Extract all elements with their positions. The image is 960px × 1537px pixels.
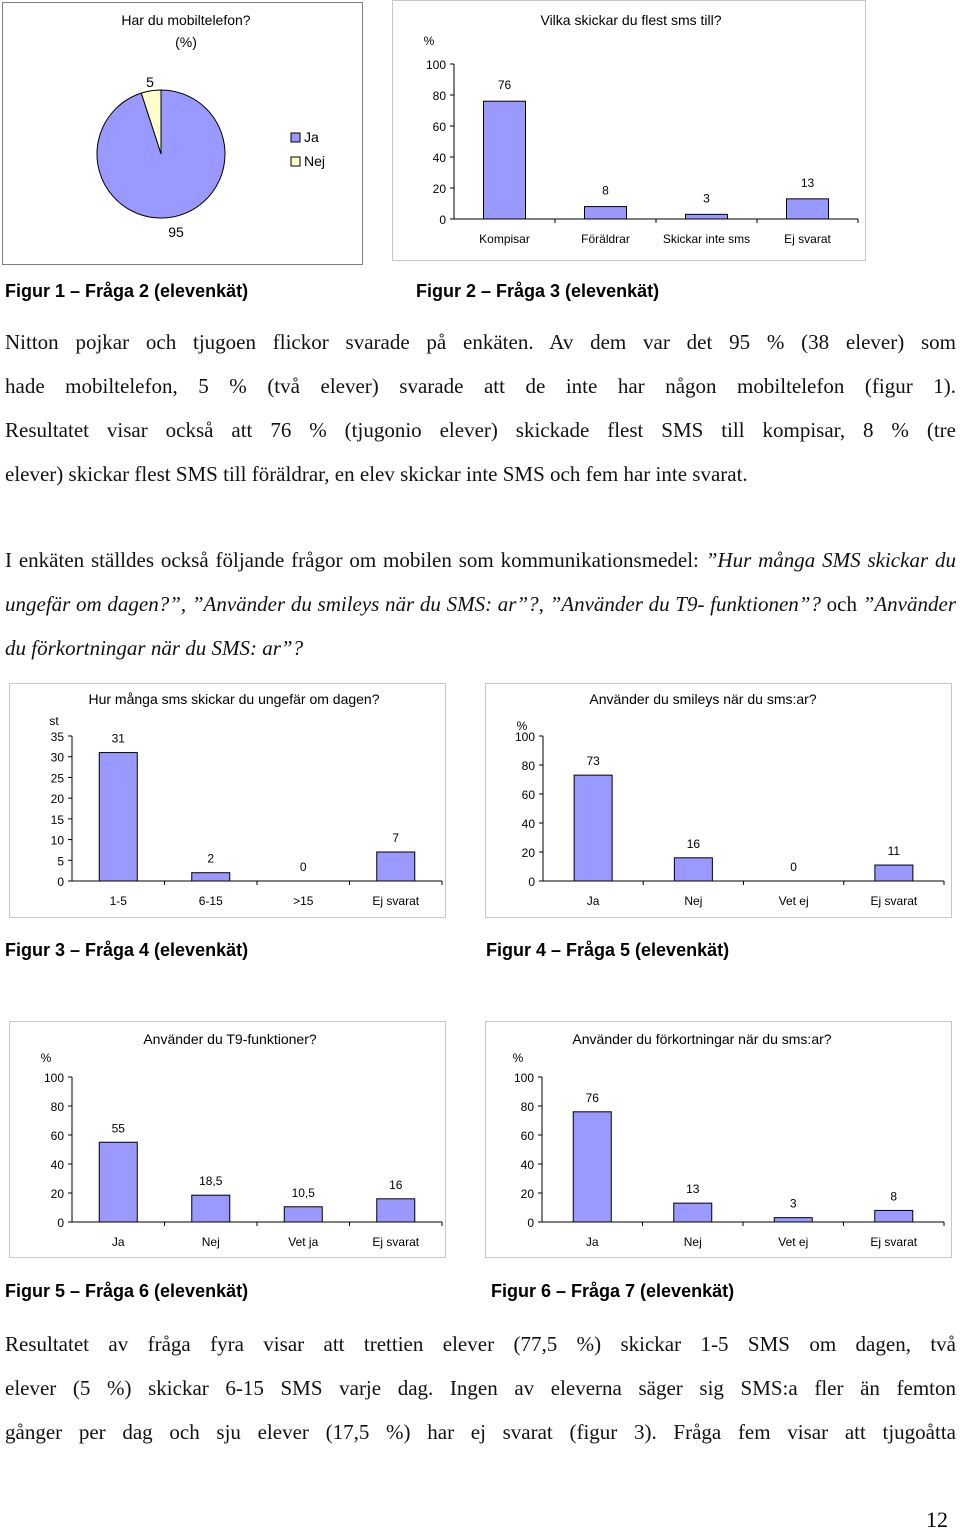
- data-label: 3: [789, 1196, 797, 1211]
- figure-1-pie-chart: [2, 2, 363, 265]
- y-tick-label: 20: [521, 846, 535, 860]
- slice-label: 5: [146, 74, 154, 90]
- data-label: 11: [887, 844, 901, 859]
- paragraph-1-line: hade mobiltelefon, 5 % (två elever) svarade att de inte har någon mobiltelefon (figur 1).: [5, 374, 956, 398]
- figure-4-caption: Figur 4 – Fråga 5 (elevenkät): [486, 940, 730, 960]
- bar: [875, 1210, 913, 1222]
- bar: [686, 214, 728, 219]
- data-label: 8: [890, 1189, 898, 1204]
- bar: [787, 199, 829, 219]
- paragraph-1-line: Resultatet visar också att 76 % (tjugonio elever) skickade flest SMS till kompisar, 8 % (tre: [5, 418, 956, 442]
- y-tick-label: 20: [50, 1187, 64, 1201]
- y-tick-label: 80: [520, 1100, 534, 1114]
- paragraph-3-line: elever (5 %) skickar 6-15 SMS varje dag. Ingen av eleverna säger sig SMS:a fler än femton: [5, 1376, 956, 1400]
- bar-chart: [393, 1, 865, 260]
- data-label: 10,5: [291, 1185, 315, 1200]
- y-tick-label: 0: [528, 875, 535, 889]
- legend-label: Nej: [304, 153, 326, 169]
- x-tick-label: >15: [293, 894, 314, 908]
- x-tick-label: Ej svarat: [372, 894, 420, 908]
- y-tick-label: 0: [527, 1216, 534, 1230]
- data-label: 16: [389, 1177, 403, 1192]
- bar: [99, 1142, 137, 1222]
- figure-5-bar-chart: [9, 1021, 446, 1258]
- chart-title: Använder du smileys när du sms:ar?: [589, 691, 817, 707]
- bar: [774, 1218, 812, 1222]
- chart-subtitle: (%): [175, 34, 197, 50]
- y-tick-label: 40: [520, 1158, 534, 1172]
- x-tick-label: Ej svarat: [870, 894, 918, 908]
- y-tick-label: 80: [50, 1100, 64, 1114]
- bar: [484, 101, 526, 219]
- pie-slice-ja: [97, 90, 225, 218]
- x-tick-label: Vet ja: [288, 1235, 319, 1249]
- data-label: 73: [586, 754, 600, 769]
- paragraph-1: [5, 320, 956, 496]
- chart-title: Använder du T9-funktioner?: [143, 1031, 317, 1047]
- bar-chart: [486, 1022, 951, 1257]
- legend-label: Ja: [304, 129, 319, 145]
- y-tick-label: 100: [43, 1071, 64, 1085]
- y-tick-label: 80: [521, 759, 535, 773]
- y-tick-label: 0: [57, 875, 64, 889]
- y-tick-label: 20: [50, 792, 64, 807]
- bar: [585, 207, 627, 219]
- paragraph-2-text: I enkäten ställdes också följande frågor om mobilen som kommunikationsmedel:: [5, 548, 706, 572]
- x-tick-label: Vet ej: [778, 1235, 809, 1249]
- figure-3-bar-chart: [9, 683, 446, 918]
- chart-title: Har du mobiltelefon?: [121, 12, 251, 28]
- bar: [99, 753, 137, 881]
- y-axis-unit: %: [40, 1051, 52, 1065]
- figure-4-bar-chart: [485, 683, 952, 918]
- bar: [284, 1207, 322, 1222]
- data-label: 18,5: [199, 1174, 223, 1189]
- paragraph-3-line: gånger per dag och sju elever (17,5 %) har ej svarat (figur 3). Fråga fem visar att tjugoåtta: [5, 1420, 956, 1444]
- legend-swatch: [291, 157, 300, 166]
- figure-5-caption: Figur 5 – Fråga 6 (elevenkät): [5, 1281, 249, 1301]
- y-axis-unit: %: [512, 1051, 524, 1065]
- y-tick-label: 100: [513, 1071, 534, 1085]
- bar: [192, 873, 230, 881]
- data-label: 7: [392, 831, 400, 845]
- y-tick-label: 35: [50, 730, 64, 744]
- bar: [573, 1112, 611, 1222]
- question-t9: ”Använder du T9- funktionen”?: [549, 592, 821, 616]
- x-tick-label: Vet ej: [778, 894, 809, 908]
- data-label: 0: [790, 860, 797, 874]
- data-label: 76: [497, 78, 512, 93]
- x-tick-label: 1-5: [109, 894, 127, 908]
- y-tick-label: 80: [432, 89, 446, 103]
- data-label: 13: [686, 1182, 700, 1197]
- y-tick-label: 60: [521, 788, 535, 802]
- paragraph-1-line: Nitton pojkar och tjugoen flickor svarade på enkäten. Av dem var det 95 % (38 elever) som: [5, 330, 956, 354]
- y-tick-label: 0: [439, 213, 446, 227]
- y-tick-label: 40: [432, 151, 446, 165]
- question-abbreviations: ”Använder du förkortningar när du SMS: ar”?: [5, 592, 956, 660]
- bar: [377, 852, 415, 881]
- bar-chart: [10, 684, 445, 917]
- paragraph-1-line: elever) skickar flest SMS till föräldrar, en elev skickar inte SMS och fem har inte svarat.: [5, 462, 748, 486]
- chart-title: Hur många sms skickar du ungefär om dagen?: [88, 691, 380, 707]
- bar: [192, 1195, 230, 1222]
- data-label: 55: [111, 1121, 125, 1136]
- figure-2-caption: Figur 2 – Fråga 3 (elevenkät): [416, 281, 660, 301]
- chart-title: Vilka skickar du flest sms till?: [540, 12, 722, 28]
- paragraph-3: [5, 1322, 956, 1454]
- page-number: 12: [926, 1507, 948, 1532]
- y-axis-unit: %: [516, 719, 528, 733]
- chart-title: Använder du förkortningar när du sms:ar?: [572, 1031, 832, 1047]
- y-tick-label: 15: [50, 812, 64, 827]
- data-label: 13: [800, 175, 815, 190]
- data-label: 2: [207, 851, 215, 866]
- slice-label: 95: [168, 224, 184, 240]
- bar: [875, 865, 913, 881]
- data-label: 16: [686, 836, 701, 851]
- question-smileys: ”Använder du smileys när du SMS: ar”?: [191, 592, 539, 616]
- figure-6-caption: Figur 6 – Fråga 7 (elevenkät): [491, 1281, 735, 1301]
- x-tick-label: 6-15: [198, 894, 223, 908]
- y-axis-unit: %: [423, 34, 435, 48]
- data-label: 31: [111, 731, 125, 746]
- y-tick-label: 40: [50, 1158, 64, 1172]
- pie-chart: [3, 3, 362, 264]
- paragraph-3-line: Resultatet av fråga fyra visar att trettien elever (77,5 %) skickar 1-5 SMS om dagen, två: [5, 1332, 956, 1356]
- x-tick-label: Ej svarat: [870, 1235, 918, 1249]
- bar-chart: [10, 1022, 445, 1257]
- y-tick-label: 100: [425, 58, 446, 72]
- figure-2-bar-chart: [392, 0, 866, 261]
- y-axis-unit: st: [49, 714, 59, 728]
- legend-swatch: [291, 133, 300, 142]
- y-tick-label: 60: [50, 1129, 64, 1143]
- y-tick-label: 25: [50, 771, 64, 786]
- y-tick-label: 60: [520, 1129, 534, 1143]
- paragraph-2: I enkäten ställdes också följande frågor om mobilen som kommunikationsmedel: ”Hur många SMS skickar du ungefär om dagen?”, ”Använder du smileys när du SMS: ar”?, ”Använder du T9- funktionen”? och ”Använder du förkortningar när du SMS: ar”?: [5, 548, 956, 660]
- x-tick-label: Ja: [111, 1235, 125, 1249]
- x-tick-label: Ej svarat: [784, 232, 831, 246]
- bar: [377, 1199, 415, 1222]
- y-tick-label: 20: [520, 1187, 534, 1201]
- x-tick-label: Nej: [201, 1235, 220, 1249]
- y-tick-label: 100: [514, 730, 535, 744]
- x-tick-label: Ja: [586, 894, 600, 908]
- data-label: 8: [602, 183, 609, 198]
- x-tick-label: Skickar inte sms: [662, 232, 751, 246]
- y-tick-label: 60: [432, 120, 446, 134]
- bar-chart: [486, 684, 951, 917]
- x-tick-label: Nej: [684, 894, 703, 908]
- question-sms-per-day: ”Hur många SMS skickar du ungefär om dagen?”: [5, 548, 956, 616]
- bar: [674, 858, 712, 881]
- x-tick-label: Kompisar: [479, 232, 530, 246]
- y-tick-label: 5: [57, 854, 64, 869]
- y-tick-label: 20: [432, 182, 446, 196]
- y-tick-label: 40: [521, 817, 535, 831]
- figure-1-caption: Figur 1 – Fråga 2 (elevenkät): [5, 281, 249, 301]
- data-label: 3: [703, 191, 710, 206]
- bar: [574, 775, 612, 881]
- y-tick-label: 30: [50, 750, 64, 765]
- data-label: 0: [299, 860, 307, 874]
- y-tick-label: 10: [50, 833, 64, 848]
- bar: [674, 1203, 712, 1222]
- y-tick-label: 0: [57, 1216, 64, 1230]
- x-tick-label: Föräldrar: [581, 232, 630, 246]
- data-label: 76: [585, 1090, 599, 1105]
- x-tick-label: Ej svarat: [372, 1235, 420, 1249]
- figure-3-caption: Figur 3 – Fråga 4 (elevenkät): [5, 940, 249, 960]
- x-tick-label: Ja: [585, 1235, 599, 1249]
- figure-6-bar-chart: [485, 1021, 952, 1258]
- x-tick-label: Nej: [683, 1235, 702, 1249]
